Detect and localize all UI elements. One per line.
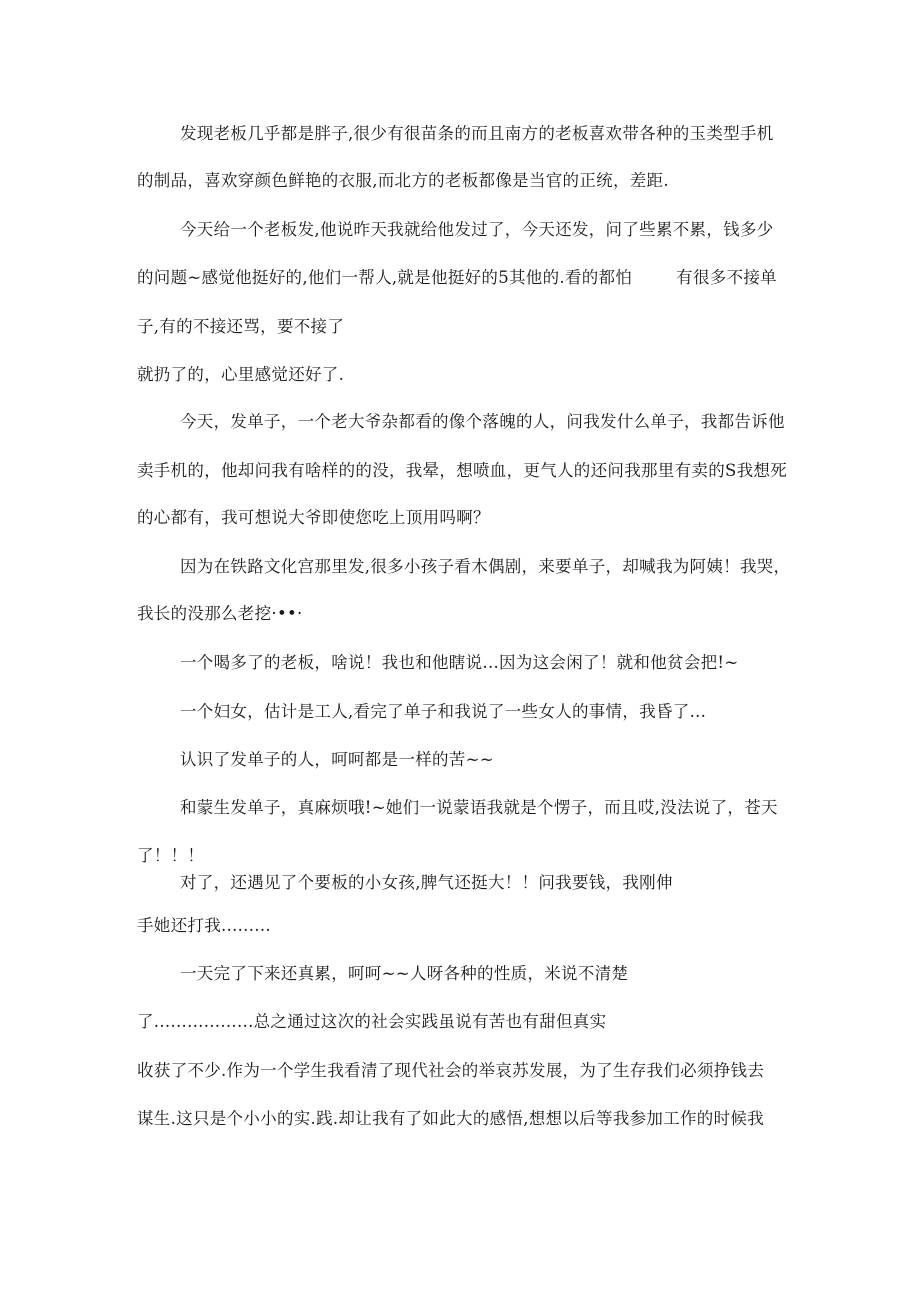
text-line: 因为在铁路文化宫那里发,很多小孩子看木偶剧，来要单子，却喊我为阿姨！我哭， [180, 557, 791, 576]
text-line: 谋生.这只是个小小的实.践.却让我有了如此大的感悟,想想以后等我参加工作的时候我 [137, 1109, 764, 1128]
text-line: 今天给一个老板发,他说昨天我就给他发过了，今天还发，问了些累不累，钱多少 [180, 220, 774, 239]
text-line: 的制品，喜欢穿颜色鲜艳的衣服,而北方的老板都像是当官的正统，差距. [137, 171, 669, 190]
text-line: 了！！！ [137, 846, 205, 865]
text-line [137, 267, 777, 289]
text-line: 就扔了的，心里感觉还好了. [137, 365, 345, 384]
text-segment: 的问题~感觉他挺好的,他们一帮人,就是他挺好的5其他的.看的都怕 [137, 268, 633, 287]
text-segment: 有很多不接单 [676, 268, 777, 287]
text-line: 收获了不少.作为一个学生我看清了现代社会的举哀苏发展，为了生存我们必须挣钱去 [137, 1061, 765, 1080]
text-line: 一个喝多了的老板，啥说！我也和他瞎说...因为这会闲了！就和他贫会把!~ [180, 653, 739, 672]
text-line: 认识了发单子的人，呵呵都是一样的苦~~ [180, 750, 494, 769]
text-line: 手她还打我......... [137, 916, 271, 935]
text-line: 今天，发单子，一个老大爷杂都看的像个落魄的人，问我发什么单子，我都告诉他 [180, 412, 785, 431]
text-line: 我长的没那么老挖·••· [137, 604, 303, 623]
text-line: 和蒙生发单子，真麻烦哦!~她们一说蒙语我就是个愣子，而且哎,没法说了，苍天 [180, 798, 778, 817]
text-line: 了..................总之通过这次的社会实践虽说有苦也有甜但真实 [137, 1012, 607, 1031]
text-line: 一个妇女，估计是工人,看完了单子和我说了一些女人的事情，我昏了… [180, 702, 707, 721]
text-line: 一天完了下来还真累，呵呵~~人呀各种的性质，米说不清楚 [180, 964, 629, 983]
text-line: 的心都有，我可想说大爷即使您吃上顶用吗啊？ [137, 508, 490, 527]
text-line: 子,有的不接还骂，要不接了 [137, 317, 345, 336]
text-line: 发现老板几乎都是胖子,很少有很苗条的而且南方的老板喜欢带各种的玉类型手机 [180, 124, 774, 143]
text-line: 卖手机的，他却问我有啥样的的没，我晕，想喷血，更气人的还问我那里有卖的S我想死 [137, 461, 788, 480]
text-line: 对了，还遇见了个要板的小女孩,脾气还挺大！！问我要钱，我刚伸 [180, 873, 673, 892]
